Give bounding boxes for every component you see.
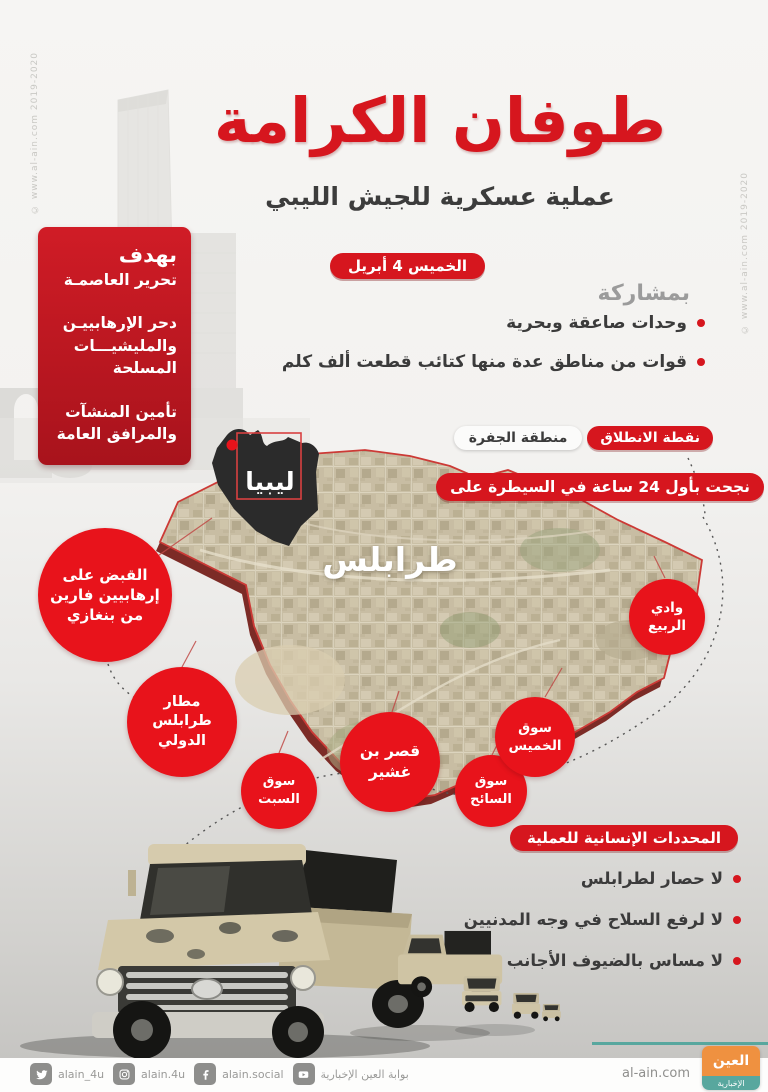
location-circle-souq-alkhamis: سوق الخميس [495,697,575,777]
participation-bullet [282,352,705,372]
constraint-bullet-text: لا لرفع السلاح في وجه المدنيين [463,910,723,929]
watermark-right: © www.al-ain.com 2019-2020 [740,172,750,334]
objective-item: تأمين المنشآت والمرافق العامة [56,402,177,444]
social-links [30,1063,409,1085]
teal-divider-line [592,1042,768,1045]
location-circle-tripoli-airport: مطار طرابلس الدولي [127,667,237,777]
social-handle[interactable]: alain_4u [58,1067,105,1081]
participation-bullet [506,313,705,333]
watermark-left: © www.al-ain.com 2019-2020 [30,52,40,214]
social-item-twitter[interactable] [30,1063,104,1085]
alain-logo [702,1046,760,1090]
constraint-bullet [581,869,741,888]
bullet-dot-icon [733,916,741,924]
social-item-facebook[interactable] [194,1063,283,1085]
social-item-youtube[interactable] [293,1063,409,1085]
social-handle[interactable]: alain.4u [141,1067,186,1081]
site-url[interactable]: al-ain.com [622,1066,690,1081]
military-convoy-image [0,808,565,1060]
bullet-dot-icon [733,875,741,883]
location-circle-wadi-alrabie: وادي الربيع [629,579,705,655]
instagram-icon[interactable] [113,1063,135,1085]
alain-logo-bottom-text: الإخبارية [702,1076,760,1090]
participation-bullet-text: وحدات صاعقة وبحرية [506,313,687,333]
bullet-dot-icon [697,358,705,366]
libya-label: ليبيا [245,467,295,496]
success-badge: نجحت بأول 24 ساعة في السيطرة على [436,473,764,501]
libya-map-icon [203,412,341,554]
location-circle-souq-alsabt: سوق السبت [241,753,317,829]
start-point-value: منطقة الجفرة [454,426,583,450]
bullet-dot-icon [733,957,741,965]
bullet-dot-icon [697,319,705,327]
location-circle-souq-alsayih: سوق السائح [455,755,527,827]
location-circle-benghazi-arrests: القبض على إرهابيين فارين من بنغازي [38,528,172,662]
facebook-icon[interactable] [194,1063,216,1085]
location-circle-qasr-bin-ghashir: قصر بن غشير [340,712,440,812]
constraints-heading: المحددات الإنسانية للعملية [510,825,738,851]
youtube-icon[interactable] [293,1063,315,1085]
participation-heading: بمشاركة [597,281,690,306]
date-badge: الخميس 4 أبريل [330,253,485,279]
objective-item: تحرير العاصمـة [63,271,177,289]
objective-item: دحر الإرهابييـن والمليشيـــات المسلحة [62,314,177,378]
start-point-label: نقطة الانطلاق [587,426,713,450]
page-title: طوفان الكرامة [213,84,667,157]
social-handle[interactable]: بوابة العين الإخبارية [320,1067,409,1081]
objectives-heading: بهدف [118,243,177,267]
twitter-icon[interactable] [30,1063,52,1085]
city-label: طرابلس [322,540,458,579]
constraint-bullet-text: لا حصار لطرابلس [580,869,723,888]
alain-logo-top-text: العين [702,1046,760,1076]
participation-bullet-text: قوات من مناطق عدة منها كتائب قطعت ألف كلم [281,352,687,372]
constraint-bullet-text: لا مساس بالضيوف الأجانب [506,951,723,970]
social-item-instagram[interactable] [113,1063,185,1085]
social-handle[interactable]: alain.social [222,1067,284,1081]
page-subtitle: عملية عسكرية للجيش الليبي [265,182,615,211]
